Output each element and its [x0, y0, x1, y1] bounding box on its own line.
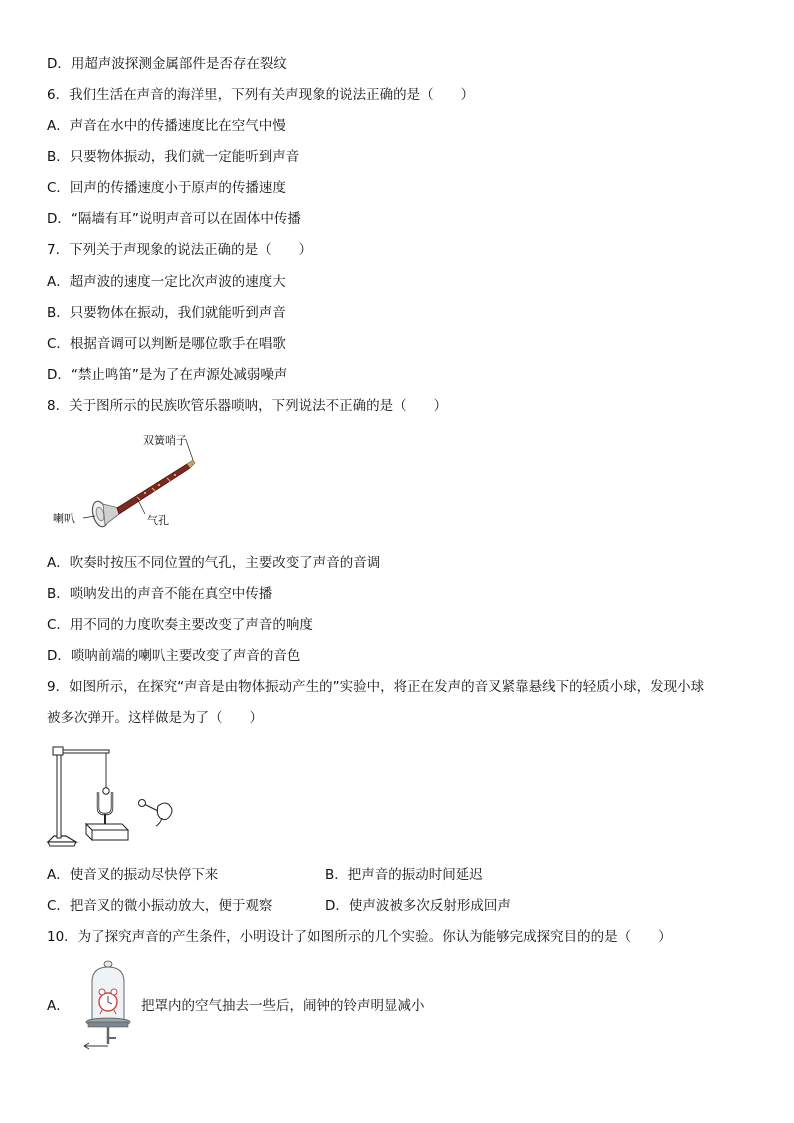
q9-option-d: D．使声波被多次反射形成回声 [325, 898, 511, 914]
q8-option-a: A．吹奏时按压不同位置的气孔，主要改变了声音的音调 [47, 555, 381, 571]
q10-option-a-text: 把罩内的空气抽去一些后，闹钟的铃声明显减小 [141, 998, 425, 1014]
suona-reed-label: 双簧哨子 [143, 434, 187, 447]
tuning-fork-illustration [44, 742, 180, 852]
suona-hole-label: 气孔 [147, 514, 169, 527]
suona-figure [47, 428, 207, 534]
q5-option-d: D．用超声波探测金属部件是否存在裂纹 [47, 56, 287, 72]
q8-option-b: B．唢呐发出的声音不能在真空中传播 [47, 586, 273, 602]
q8-option-d: D．唢呐前端的喇叭主要改变了声音的音色 [47, 648, 301, 664]
q10-option-a-letter: A． [47, 998, 70, 1014]
bell-jar-figure [78, 958, 138, 1054]
q9-option-c: C．把音叉的微小振动放大，便于观察 [47, 898, 273, 914]
q9-stem-line2: 被多次弹开。这样做是为了（ ） [47, 710, 263, 726]
tuning-fork-figure [44, 742, 180, 852]
q6-option-a: A．声音在水中的传播速度比在空气中慢 [47, 118, 286, 134]
q7-stem: 7．下列关于声现象的说法正确的是（ ） [47, 242, 313, 258]
q7-option-b: B．只要物体在振动，我们就能听到声音 [47, 305, 286, 321]
q8-stem: 8．关于图所示的民族吹管乐器唢呐，下列说法不正确的是（ ） [47, 398, 448, 414]
q7-option-a: A．超声波的速度一定比次声波的速度大 [47, 274, 286, 290]
q7-option-c: C．根据音调可以判断是哪位歌手在唱歌 [47, 336, 286, 352]
q6-option-c: C．回声的传播速度小于原声的传播速度 [47, 180, 286, 196]
q6-option-d: D．“隔墙有耳”说明声音可以在固体中传播 [47, 211, 301, 227]
bell-jar-illustration [78, 958, 138, 1054]
suona-bell-label: 喇叭 [53, 512, 75, 525]
q7-option-d: D．“禁止鸣笛”是为了在声源处减弱噪声 [47, 367, 288, 383]
q9-option-b: B．把声音的振动时间延迟 [325, 867, 483, 883]
q9-stem-line1: 9．如图所示，在探究“声音是由物体振动产生的”实验中，将正在发声的音叉紧靠悬线下的轻质小球，发现小球 [47, 679, 705, 695]
q9-option-a: A．使音叉的振动尽快停下来 [47, 867, 219, 883]
q10-stem: 10．为了探究声音的产生条件，小明设计了如图所示的几个实验。你认为能够完成探究目的的是（ ） [47, 929, 672, 945]
q6-option-b: B．只要物体振动，我们就一定能听到声音 [47, 149, 300, 165]
q8-option-c: C．用不同的力度吹奏主要改变了声音的响度 [47, 617, 313, 633]
q6-stem: 6．我们生活在声音的海洋里，下列有关声现象的说法正确的是（ ） [47, 87, 475, 103]
